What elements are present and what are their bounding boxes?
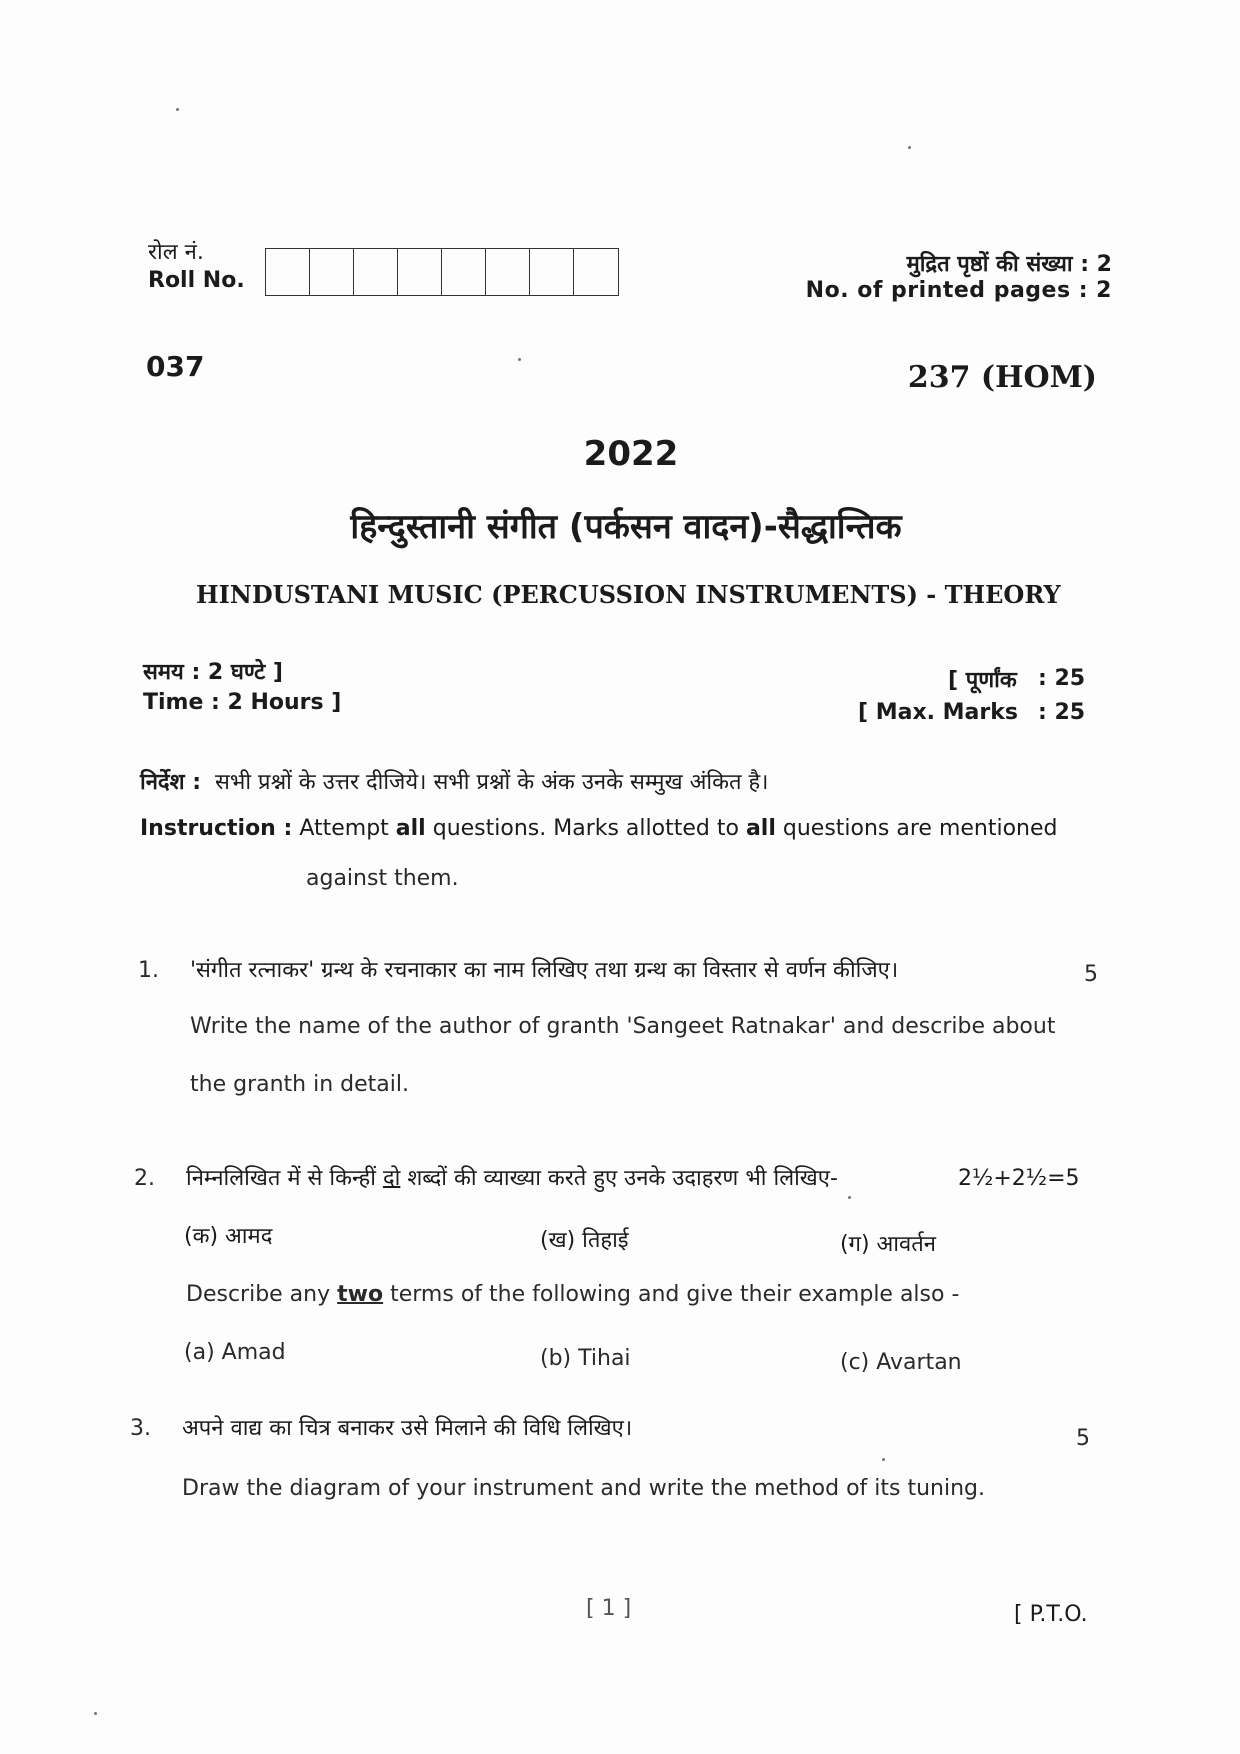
instruction-english (140, 816, 1058, 841)
instruction-text: Attempt (299, 816, 389, 841)
question-2-marks: 2½+2½=5 (958, 1166, 1080, 1191)
roll-digit-box[interactable] (530, 249, 574, 295)
question-2-english (186, 1282, 959, 1307)
instruction-emphasis: all (395, 816, 426, 841)
question-number: 2. (134, 1166, 155, 1191)
max-marks-hindi-value: : 25 (1038, 666, 1086, 691)
subject-title-english: HINDUSTANI MUSIC (PERCUSSION INSTRUMENTS) - THEORY (196, 580, 1061, 609)
question-2-hindi-emphasis: दो (382, 1166, 401, 1191)
question-2-english-emphasis: two (337, 1282, 384, 1307)
question-2-hindi-text: निम्नलिखित में से किन्हीं (186, 1166, 376, 1191)
scan-speck (908, 146, 911, 149)
question-2-english-text: terms of the following and give their example also - (390, 1282, 960, 1307)
paper-code-right: 237 (HOM) (907, 360, 1097, 395)
instruction-english-label: Instruction : (140, 816, 293, 841)
instruction-text: questions. Marks allotted to (432, 816, 739, 841)
question-2-hindi-option-a: (क) आमद (184, 1224, 273, 1249)
scan-speck (518, 358, 521, 361)
roll-digit-box[interactable] (310, 249, 354, 295)
printed-pages-hindi: मुद्रित पृष्ठों की संख्या : 2 (906, 252, 1112, 277)
instruction-emphasis: all (745, 816, 776, 841)
max-marks-english-label: [ Max. Marks (858, 700, 1018, 725)
paper-code-left: 037 (146, 350, 205, 383)
roll-digit-box[interactable] (398, 249, 442, 295)
question-2-hindi-option-c: (ग) आवर्तन (840, 1232, 937, 1257)
roll-number-boxes[interactable] (265, 248, 619, 296)
instruction-hindi (140, 766, 769, 796)
question-3-hindi: अपने वाद्य का चित्र बनाकर उसे मिलाने की विधि लिखिए। (182, 1416, 633, 1441)
scan-speck (176, 108, 179, 111)
scan-speck (882, 1458, 885, 1461)
exam-year: 2022 (583, 434, 679, 474)
question-1-marks: 5 (1084, 962, 1098, 987)
subject-title-hindi: हिन्दुस्तानी संगीत (पर्कसन वादन)-सैद्धान्तिक (350, 507, 902, 547)
scan-speck (848, 1196, 851, 1199)
question-2-english-option-a: (a) Amad (184, 1340, 286, 1365)
roll-label-hindi: रोल नं. (148, 240, 204, 265)
roll-digit-box[interactable] (354, 249, 398, 295)
max-marks-hindi-label: [ पूर्णांक (948, 668, 1017, 693)
roll-label-english: Roll No. (148, 268, 245, 293)
question-number: 1. (138, 958, 159, 983)
roll-digit-box[interactable] (486, 249, 530, 295)
question-1-hindi: 'संगीत रत्नाकर' ग्रन्थ के रचनाकार का नाम लिखिए तथा ग्रन्थ का विस्तार से वर्णन कीजिए। (190, 958, 899, 983)
question-2-english-text: Describe any (186, 1282, 331, 1307)
roll-digit-box[interactable] (266, 249, 310, 295)
question-1-english-line1: Write the name of the author of granth 'Sangeet Ratnakar' and describe about (190, 1014, 1056, 1039)
question-3-english: Draw the diagram of your instrument and write the method of its tuning. (182, 1476, 985, 1501)
question-2-hindi (186, 1162, 838, 1192)
question-1-english-line2: the granth in detail. (190, 1072, 409, 1097)
page-number: [ 1 ] (586, 1596, 632, 1621)
time-hindi: समय : 2 घण्टे ] (143, 660, 283, 685)
question-2-english-option-b: (b) Tihai (540, 1346, 631, 1371)
question-number: 3. (130, 1416, 151, 1441)
instruction-text: questions are mentioned (782, 816, 1058, 841)
instruction-hindi-label: निर्देश : (140, 770, 202, 795)
time-english: Time : 2 Hours ] (143, 690, 342, 715)
question-2-english-option-c: (c) Avartan (840, 1350, 962, 1375)
roll-digit-box[interactable] (574, 249, 618, 295)
printed-pages-english: No. of printed pages : 2 (805, 278, 1112, 303)
instruction-hindi-text: सभी प्रश्नों के उत्तर दीजिये। सभी प्रश्नों के अंक उनके सम्मुख अंकित है। (215, 770, 769, 795)
instruction-english-continued: against them. (306, 866, 459, 891)
scan-speck (94, 1712, 97, 1715)
question-2-hindi-option-b: (ख) तिहाई (540, 1228, 629, 1253)
question-2-hindi-text: शब्दों की व्याख्या करते हुए उनके उदाहरण भी लिखिए- (407, 1166, 838, 1191)
max-marks-english-value: : 25 (1038, 700, 1086, 725)
question-3-marks: 5 (1076, 1426, 1090, 1451)
please-turn-over: [ P.T.O. (1014, 1602, 1088, 1627)
roll-digit-box[interactable] (442, 249, 486, 295)
